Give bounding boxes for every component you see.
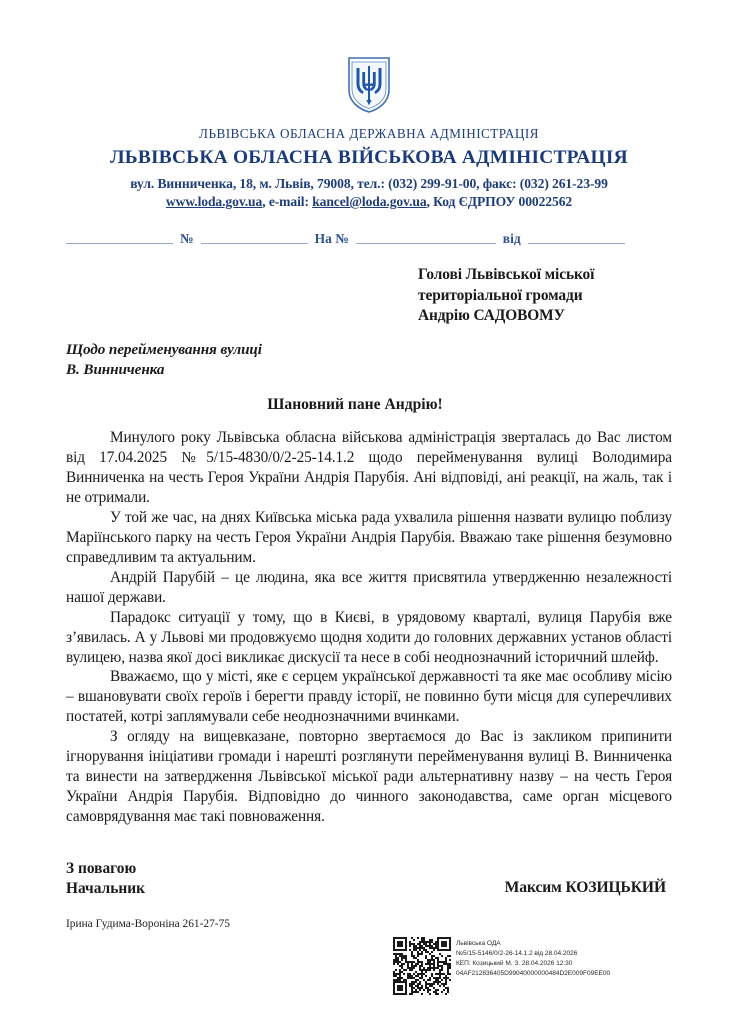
- salutation: Шановний пане Андрію!: [267, 396, 443, 414]
- digital-signature-stamp: [393, 937, 610, 995]
- seal-serial: 04AF212836405D99040000000484D2E009F09EE00: [456, 969, 611, 977]
- addressee-line-2: територіальної громади: [418, 286, 583, 304]
- body-paragraph: Вважаємо, що у місті, яке є серцем української державності та яке має особливу місію – вшановувати своїх героїв і берегти правду історії, не повинно бути місця для суперечливих постатей, котрі заплямували себе неоднозначними вчинками.: [66, 668, 672, 726]
- ukraine-trident-coat-of-arms-icon: [347, 56, 391, 114]
- signature-position: Начальник: [66, 880, 145, 898]
- qr-code-icon[interactable]: [393, 937, 451, 995]
- reference-row: [66, 224, 672, 244]
- seal-signer: КЕП: Козицький М. З. 28.04.2026 12:30: [456, 959, 573, 967]
- letter-body: [66, 428, 672, 827]
- seal-document-ref: №5/15-5146/0/2-26-14.1.2 від 28.04.2026: [456, 949, 578, 957]
- signature-closing: З повагою: [66, 860, 137, 878]
- subject-line-1: Щодо перейменування вулиці: [66, 340, 262, 358]
- reply-to-blank-b[interactable]: [392, 230, 496, 244]
- date-out-blank[interactable]: [66, 230, 173, 244]
- number-label: №: [180, 230, 194, 246]
- date-blank[interactable]: [528, 230, 625, 244]
- subject-line-2: В. Винниченка: [66, 360, 165, 378]
- email-link[interactable]: kancel@loda.gov.ua: [312, 194, 427, 209]
- addressee-line-3: Андрію САДОВОМУ: [418, 307, 565, 325]
- subject-block: [66, 340, 672, 380]
- edrpou-code: , Код ЄДРПОУ 00022562: [426, 194, 573, 209]
- email-label: , e-mail:: [262, 194, 313, 209]
- body-paragraph: З огляду на вищевказане, повторно звертаємося до Вас із закликом припинити ігнорування ініціативи громади і нарешті розглянути перейменування вулиці В. Винниченка та винести на затвердження Львівської міської ради альтернативну назву – на честь Героя України Андрія Парубія. Відповідно до чинного законодавства, саме орган місцевого самоврядування має такі повноваження.: [66, 728, 672, 826]
- signature-left: [66, 859, 145, 900]
- executor-contact: Ірина Гудима-Вороніна 261-27-75: [66, 917, 230, 930]
- org-name-state: ЛЬВІВСЬКА ОБЛАСНА ДЕРЖАВНА АДМІНІСТРАЦІЯ: [199, 126, 539, 141]
- body-paragraph: Парадокс ситуації у тому, що в Києві, в урядовому кварталі, вулиця Парубія вже з’явилась. А у Львові ми продовжуємо щодня ходити до головних державних установ області вулицею, назва якої досі викликає дискусії та несе в собі неоднозначний історичний шлейф.: [66, 608, 672, 666]
- addressee-block: [418, 265, 672, 327]
- body-paragraph: Минулого року Львівська обласна військова адміністрація зверталась до Вас листом від 17.04.2025 №5/15-4830/0/2-25-14.1.2 щодо перейменування вулиці Володимира Винниченка на честь Героя України Андрія Парубія. Ані відповіді, ані реакції, на жаль, так і не отримали.: [66, 429, 672, 506]
- website-link[interactable]: www.loda.gov.ua: [165, 194, 263, 209]
- signature-block: [66, 859, 672, 900]
- number-blank[interactable]: [201, 230, 308, 244]
- date-label: від: [502, 230, 521, 246]
- letterhead-contacts: [66, 194, 672, 210]
- body-paragraph: Андрій Парубій – це людина, яка все життя присвятила утвердженню незалежності нашої держави.: [66, 568, 672, 606]
- letterhead-address: вул. Винниченка, 18, м. Львів, 79008, тел.: (032) 299-91-00, факс: (032) 261-23-99: [130, 176, 608, 191]
- seal-org: Львівська ОДА: [456, 940, 501, 947]
- reply-to-blank-a[interactable]: [356, 230, 392, 244]
- addressee-line-1: Голові Львівської міської: [418, 266, 595, 283]
- reply-to-label: На №: [314, 230, 349, 246]
- digital-signature-details: [456, 937, 610, 979]
- signatory-name: Максим КОЗИЦЬКИЙ: [504, 879, 666, 897]
- body-paragraph: У той же час, на днях Київська міська рада ухвалила рішення назвати вулицю поблизу Маріїнського парку на честь Героя України Андрія Парубія. Вважаю таке рішення безумовно справедливим та актуальним.: [66, 508, 672, 566]
- letterhead: [66, 0, 672, 244]
- org-name-military: ЛЬВІВСЬКА ОБЛАСНА ВІЙСЬКОВА АДМІНІСТРАЦІЯ: [110, 147, 628, 168]
